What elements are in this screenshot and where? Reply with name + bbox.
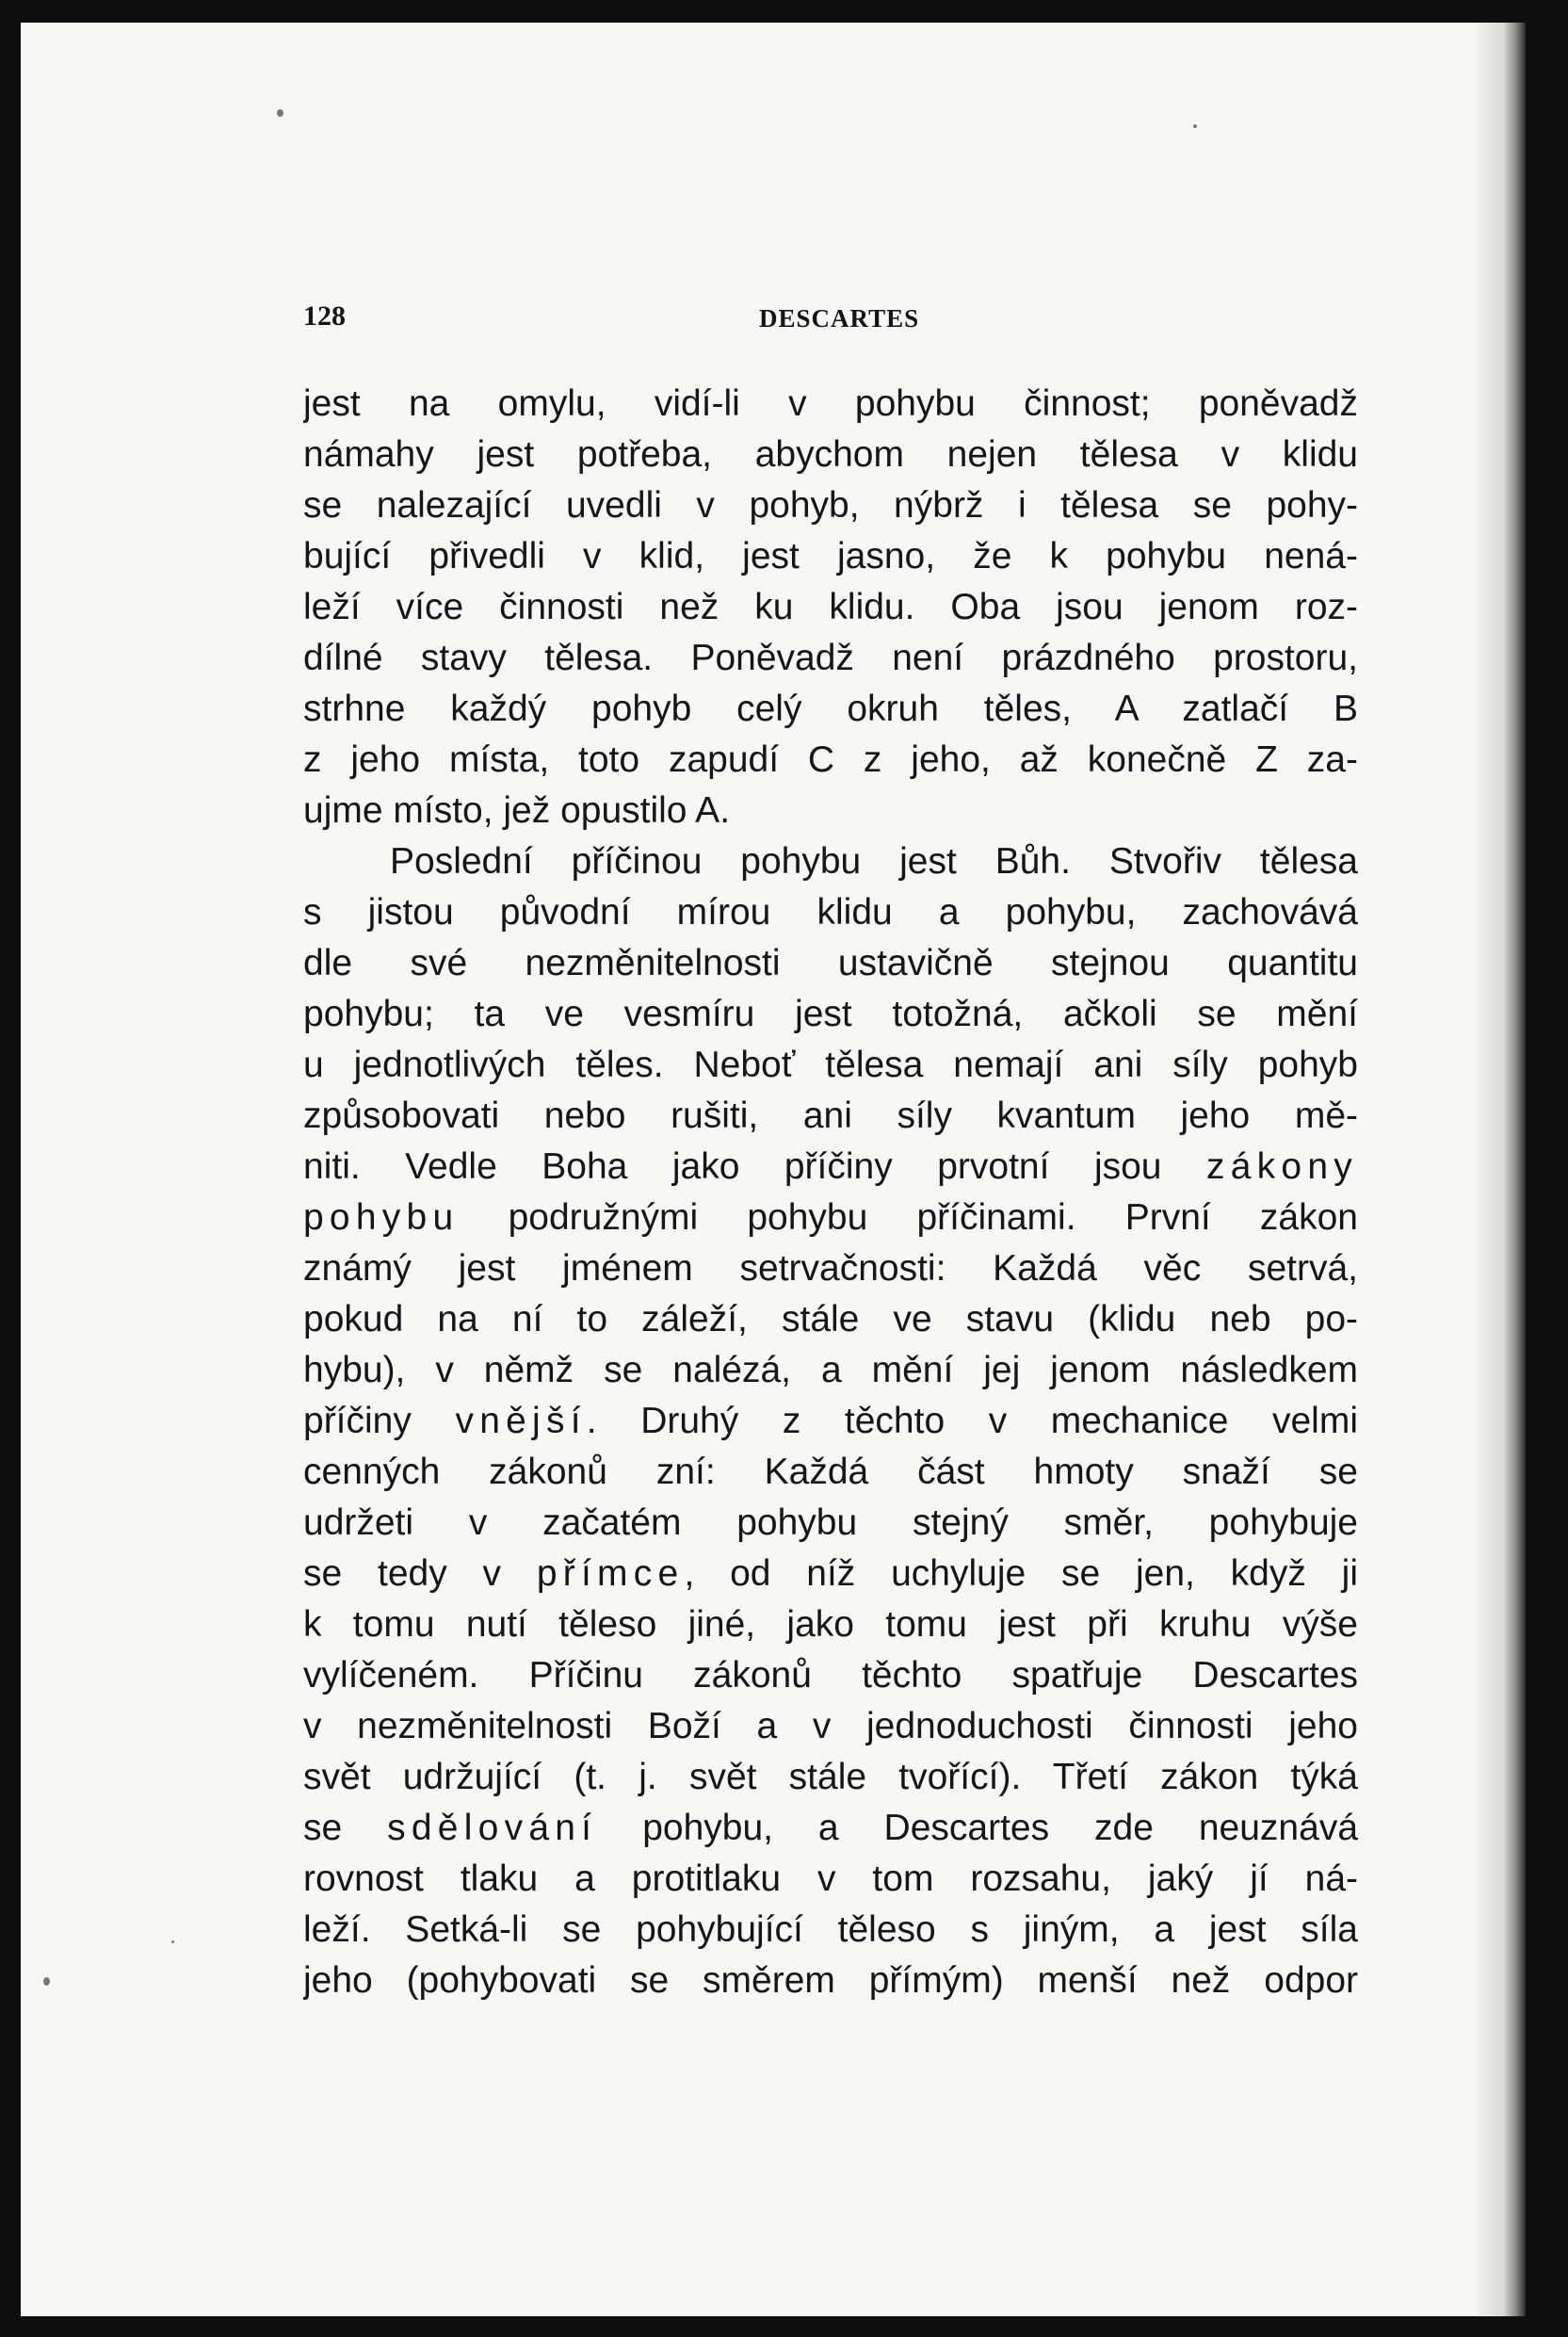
emphasized-term: zákony — [1205, 1146, 1358, 1187]
text-line: cenných zákonů zní: Každá část hmoty snaží se — [303, 1452, 1358, 1492]
text-line: s jistou původní mírou klidu a pohybu, zachovává — [303, 892, 1358, 933]
text-run: se tedy v — [303, 1553, 537, 1594]
page-header — [303, 300, 1526, 348]
text-line: ujme místo, jež opustilo A. — [303, 790, 731, 831]
text-run: se — [303, 1808, 388, 1848]
text-run: . Druhý z těchto v mechanice velmi — [586, 1401, 1358, 1441]
book-page — [21, 23, 1526, 2316]
text-run: niti. Vedle Boha jako příčiny prvotní jsou — [303, 1146, 1206, 1187]
text-run: příčiny — [303, 1401, 456, 1441]
text-line — [303, 1142, 1358, 1193]
scan-speck — [171, 1940, 174, 1943]
text-line — [303, 1396, 1358, 1447]
text-line: jeho (pohybovati se směrem přímým) menší než odpor — [303, 1960, 1358, 2001]
scan-speck — [1193, 124, 1197, 128]
text-line: leží. Setká-li se pohybující těleso s jiným, a jest síla — [303, 1909, 1358, 1950]
text-line: bující přivedli v klid, jest jasno, že k pohybu nená- — [303, 536, 1358, 576]
page-edge-shadow — [1477, 23, 1526, 2316]
text-run: pohybu, a Descartes zde neuznává — [597, 1808, 1358, 1848]
text-line: u jednotlivých těles. Neboť tělesa nemají ani síly pohyb — [303, 1045, 1358, 1085]
text-run: , od níž uchyluje se jen, když ji — [684, 1553, 1358, 1594]
text-line — [303, 1803, 1358, 1854]
scan-speck — [277, 109, 283, 117]
running-head: DESCARTES — [759, 304, 920, 333]
text-line: udržeti v začatém pohybu stejný směr, pohybuje — [303, 1502, 1358, 1543]
emphasized-term: vnější — [455, 1401, 587, 1441]
text-line: hybu), v němž se nalézá, a mění jej jenom následkem — [303, 1350, 1358, 1390]
text-line: pohybu; ta ve vesmíru jest totožná, ačkoli se mění — [303, 994, 1358, 1034]
text-line — [303, 1193, 1358, 1243]
text-line: námahy jest potřeba, abychom nejen tělesa v klidu — [303, 434, 1358, 475]
text-line: k tomu nutí těleso jiné, jako tomu jest při kruhu výše — [303, 1604, 1358, 1645]
emphasized-term: přímce — [536, 1553, 685, 1594]
text-line: rovnost tlaku a protitlaku v tom rozsahu, jaký jí ná- — [303, 1858, 1358, 1899]
text-line: z jeho místa, toto zapudí C z jeho, až konečně Z za- — [303, 739, 1358, 780]
text-run: podružnými pohybu příčinami. První zákon — [459, 1197, 1358, 1238]
text-line: strhne každý pohyb celý okruh těles, A zatlačí B — [303, 689, 1358, 729]
text-line: leží více činnosti než ku klidu. Oba jsou jenom roz- — [303, 587, 1358, 627]
text-line: dílné stavy tělesa. Poněvadž není prázdného prostoru, — [303, 638, 1358, 678]
text-line: se nalezající uvedli v pohyb, nýbrž i tělesa se pohy- — [303, 485, 1358, 526]
body-text — [303, 379, 1358, 2006]
text-line: jest na omylu, vidí-li v pohybu činnost; poněvadž — [303, 383, 1358, 424]
text-line: vylíčeném. Příčinu zákonů těchto spatřuje Descartes — [303, 1655, 1358, 1696]
emphasized-term: pohybu — [303, 1197, 460, 1238]
scan-speck — [43, 1977, 50, 1986]
page-number: 128 — [303, 300, 346, 332]
text-line: Poslední příčinou pohybu jest Bůh. Stvořiv tělesa — [390, 841, 1358, 882]
text-line — [303, 1549, 1358, 1599]
text-line: známý jest jménem setrvačnosti: Každá věc setrvá, — [303, 1248, 1358, 1289]
text-line: způsobovati nebo rušiti, ani síly kvantum jeho mě- — [303, 1095, 1358, 1136]
text-line: dle své nezměnitelnosti ustavičně stejnou quantitu — [303, 943, 1358, 983]
text-line: svět udržující (t. j. svět stále tvořící). Třetí zákon týká — [303, 1757, 1358, 1797]
text-line: v nezměnitelnosti Boží a v jednoduchosti činnosti jeho — [303, 1706, 1358, 1746]
emphasized-term: sdělování — [387, 1808, 598, 1848]
text-line: pokud na ní to záleží, stále ve stavu (klidu neb po- — [303, 1299, 1358, 1339]
